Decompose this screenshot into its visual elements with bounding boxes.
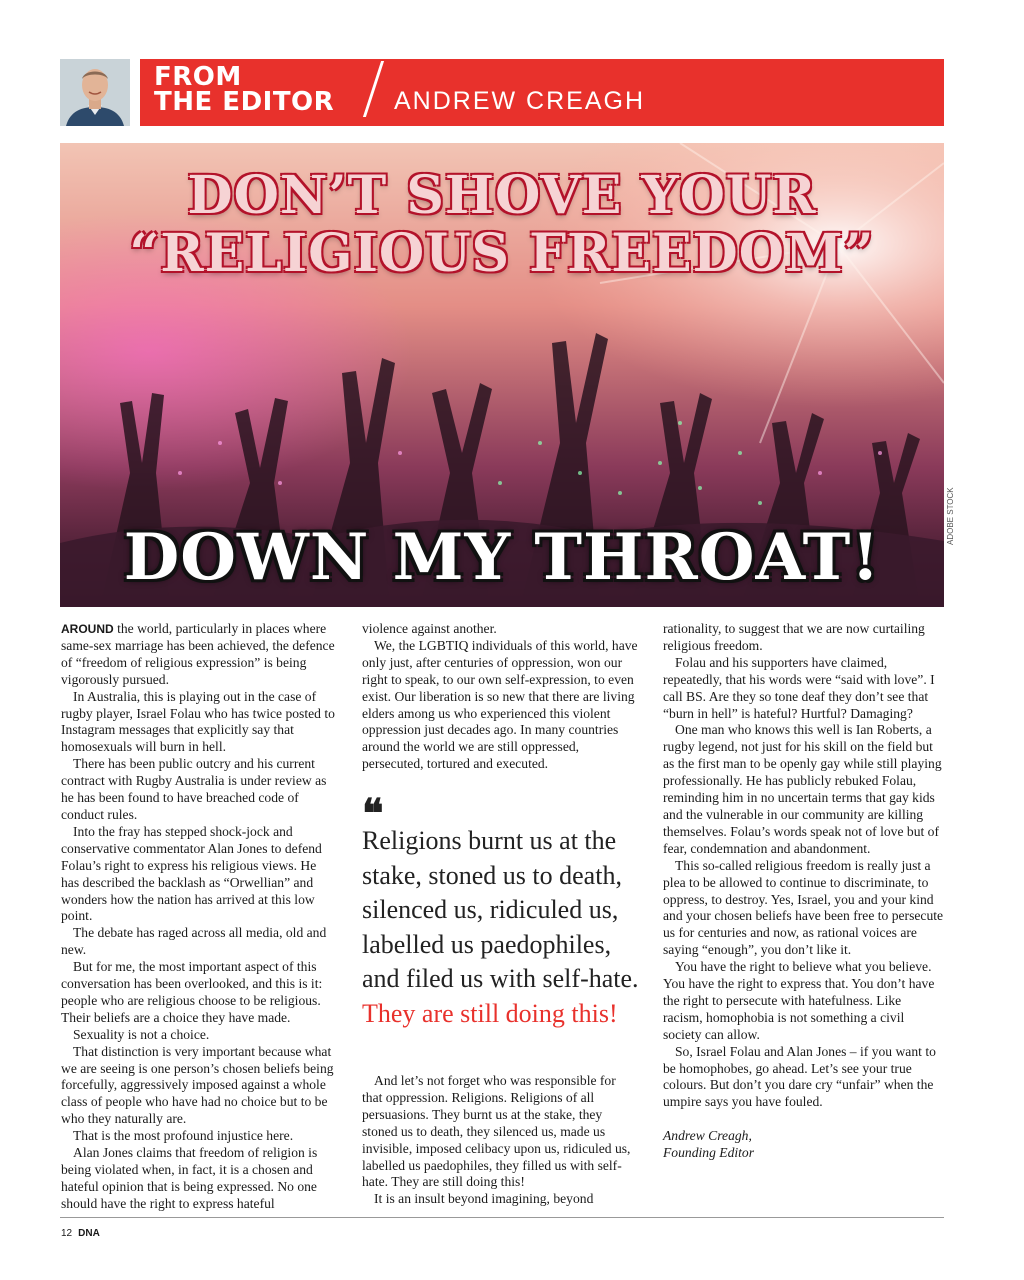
article-column-3 bbox=[663, 621, 944, 1162]
pull-quote-text bbox=[362, 824, 644, 1031]
paragraph: violence against another. bbox=[362, 621, 497, 636]
pull-quote-main: Religions burnt us at the stake, stoned us to death, silenced us, ridiculed us, labelled us paedophiles, and filed us with self-hate. bbox=[362, 826, 639, 993]
editor-byline: ANDREW CREAGH bbox=[394, 87, 646, 115]
paragraph: You have the right to believe what you believe. You have the right to express that. You don’t have the right to persecute with hatefulness. Like racism, homophobia is not something a civil society can allow. bbox=[663, 959, 935, 1042]
kicker-line-1: FROM bbox=[154, 62, 242, 92]
page-number: 12 bbox=[61, 1228, 73, 1239]
paragraph: Alan Jones claims that freedom of religion is being violated when, in fact, it is a chosen and hateful opinion that is being expressed. No one should have the right to express hateful bbox=[61, 1145, 318, 1211]
pull-quote-emphasis: They are still doing this! bbox=[362, 998, 618, 1028]
lead-text: the world, particularly in places where same-sex marriage has been achieved, the defence of “freedom of religious expression” is being vigorously pursued. bbox=[61, 621, 335, 687]
quote-mark-icon: ❝ bbox=[362, 790, 384, 837]
paragraph: One man who knows this well is Ian Roberts, a rugby legend, not just for his skill on the field but as the first man to be openly gay while still playing professionally. He has publicly rebuked Folau, reminding him in no uncertain terms that gay kids and the vulnerable in our community are killing themselves. Folau’s words speak not of love but of fear, condemnation and abandonment. bbox=[663, 722, 942, 856]
paragraph: But for me, the most important aspect of this conversation has been overlooked, and this is it: people who are religious choose to be religious. Their beliefs are a choice they have made. bbox=[61, 959, 323, 1025]
paragraph: In Australia, this is playing out in the case of rugby player, Israel Folau who has twice posted to Instagram messages that explicitly say that homosexuals will burn in hell. bbox=[61, 688, 335, 755]
article-column-1 bbox=[61, 621, 337, 1213]
paragraph: Into the fray has stepped shock-jock and conservative commentator Alan Jones to defend Folau’s right to express his religious views. He has described the backlash as “Orwellian” and wonders how the nation has arrived at this low point. bbox=[61, 823, 322, 924]
editor-portrait bbox=[60, 59, 130, 126]
paragraph: The debate has raged across all media, old and new. bbox=[61, 925, 327, 958]
signature-name: Andrew Creagh, bbox=[663, 1128, 752, 1144]
headline-top-line-1: DON’T SHOVE YOUR bbox=[187, 165, 817, 226]
photo-credit: ADOBE STOCK bbox=[946, 487, 955, 545]
article-column-2 bbox=[362, 621, 638, 773]
pull-quote bbox=[362, 790, 644, 1031]
article-column-2-continued bbox=[362, 1073, 638, 1208]
paragraph: There has been public outcry and his current contract with Rugby Australia is under review as he has been found to have breached code of conduct rules. bbox=[61, 756, 327, 822]
paragraph: And let’s not forget who was responsible for that oppression. Religions. Religions of all persuasions. They burnt us at the stake, they stoned us to death, they silenced us, made us invisible, imposed celibacy upon us, ridiculed us, labelled us paedophiles, they filled us with self-hate. They are still doing this! bbox=[362, 1073, 631, 1190]
footer-rule bbox=[60, 1217, 944, 1218]
headline-bottom: DOWN MY THROAT! bbox=[123, 520, 881, 595]
kicker-line-2: THE EDITOR bbox=[154, 87, 335, 117]
portrait-illustration bbox=[60, 59, 130, 126]
paragraph: Folau and his supporters have claimed, repeatedly, that his words were “said with love”. I call BS. Are they so tone deaf they don’t see that “burn in hell” is hateful? Hurtful? Damaging? bbox=[663, 654, 935, 721]
paragraph: Sexuality is not a choice. bbox=[73, 1026, 210, 1042]
section-kicker bbox=[154, 62, 335, 117]
paragraph: That distinction is very important because what we are seeing is one person’s chosen beliefs being forcefully, aggressively imposed against a whole class of people who have had no choice but to be who they naturally are. bbox=[61, 1043, 334, 1127]
lead-word: AROUND bbox=[61, 622, 114, 636]
paragraph: That is the most profound injustice here. bbox=[73, 1128, 294, 1144]
magazine-name: DNA bbox=[78, 1228, 100, 1239]
paragraph: So, Israel Folau and Alan Jones – if you want to be homophobes, go ahead. Let’s see your true colours. But don’t you dare cry “unfair” when the umpire says you have fouled. bbox=[663, 1043, 936, 1110]
headline-top-line-2: “RELIGIOUS FREEDOM” bbox=[129, 223, 875, 284]
paragraph: rationality, to suggest that we are now curtailing religious freedom. bbox=[663, 621, 925, 653]
page-folio bbox=[61, 1228, 100, 1239]
headline-top bbox=[60, 167, 944, 283]
hero-image bbox=[60, 143, 944, 607]
lead-paragraph bbox=[61, 621, 337, 689]
paragraph: We, the LGBTIQ individuals of this world, have only just, after centuries of oppression, won our right to speak, to our own self-expression, to even exist. Our liberation is so new that there are living elders among us who experienced this violent oppression just decades ago. In many countries around the world we are still oppressed, persecuted, tortured and executed. bbox=[362, 637, 638, 772]
signature-title: Founding Editor bbox=[663, 1145, 755, 1161]
slash-divider bbox=[363, 61, 384, 117]
editor-banner bbox=[140, 59, 944, 126]
paragraph: This so-called religious freedom is really just a plea to be allowed to continue to discriminate, to oppress, to destroy. Yes, Israel, you and your kind and your chosen beliefs have been free to persecute us for centuries and now, as rational voices are saying “enough”, you don’t like it. bbox=[663, 857, 944, 958]
paragraph: It is an insult beyond imagining, beyond bbox=[374, 1191, 594, 1207]
